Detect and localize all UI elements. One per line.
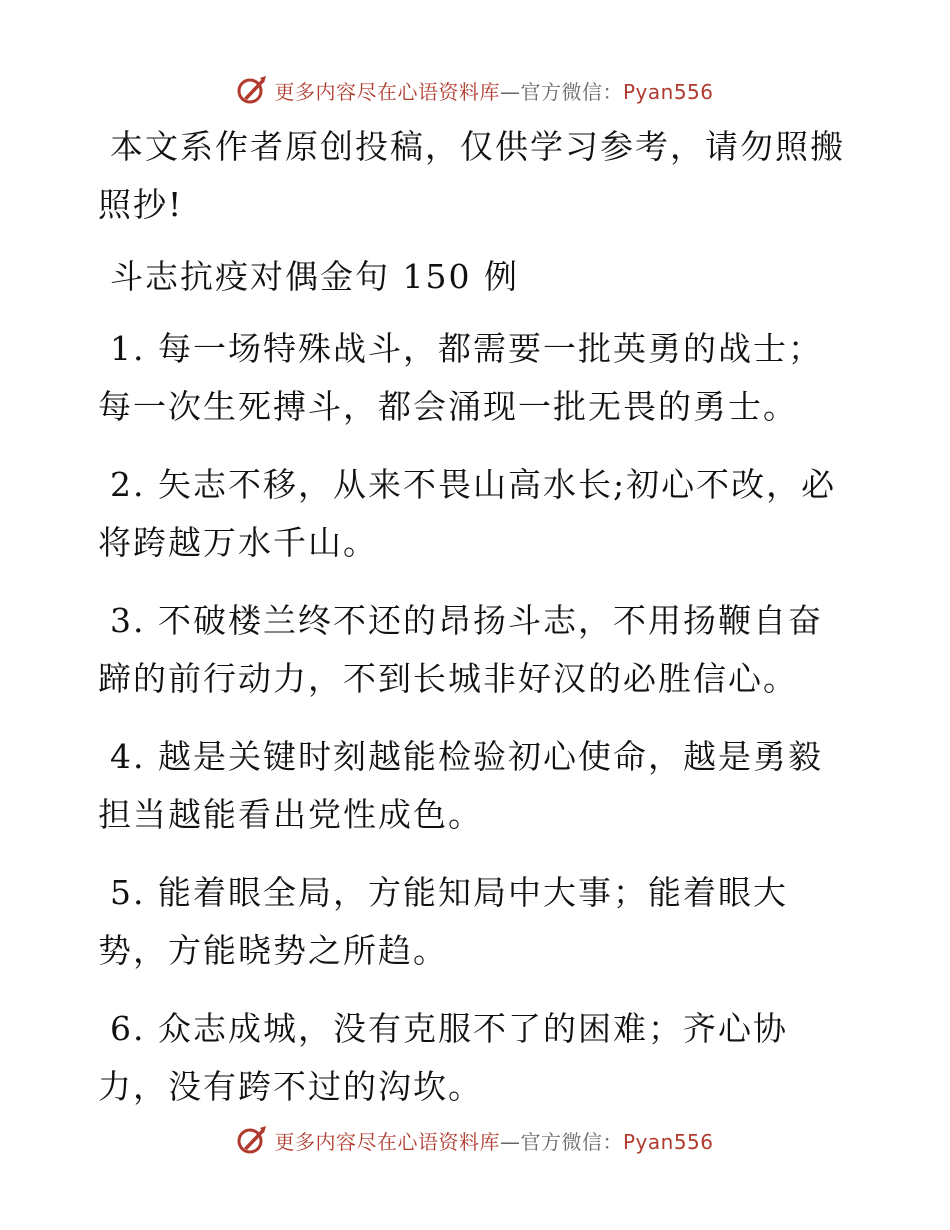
banner-wechat-label: 官方微信： <box>520 79 623 104</box>
banner-wechat-id: Pyan556 <box>622 1129 714 1154</box>
banner-dash: — <box>499 79 521 104</box>
header-banner <box>0 70 950 110</box>
quill-logo-icon <box>236 74 268 106</box>
quill-logo-icon <box>236 1124 268 1156</box>
banner-wechat-label: 官方微信： <box>520 1129 623 1154</box>
list-item: 6. 众志成城，没有克服不了的困难；齐心协力，没有跨不过的沟坎。 <box>98 1009 788 1106</box>
intro-paragraph: 本文系作者原创投稿，仅供学习参考，请勿照搬照抄! <box>98 127 845 224</box>
list-item: 1. 每一场特殊战斗，都需要一批英勇的战士；每一次生死搏斗，都会涌现一批无畏的勇士。 <box>98 329 823 426</box>
list-item: 5. 能着眼全局，方能知局中大事；能着眼大势，方能晓势之所趋。 <box>98 873 788 970</box>
banner-wechat-id: Pyan556 <box>622 79 714 104</box>
banner-text <box>274 76 713 105</box>
banner-brand-text: 更多内容尽在心语资料库 <box>274 79 500 104</box>
document-body <box>98 118 848 1136</box>
footer-banner <box>0 1120 950 1160</box>
banner-dash: — <box>499 1129 521 1154</box>
document-title: 斗志抗疫对偶金句 150 例 <box>110 257 519 296</box>
list-item: 4. 越是关键时刻越能检验初心使命，越是勇毅担当越能看出党性成色。 <box>98 737 823 834</box>
list-item: 2. 矢志不移，从来不畏山高水长;初心不改，必将跨越万水千山。 <box>98 465 837 562</box>
banner-text <box>274 1126 713 1155</box>
list-item: 3. 不破楼兰终不还的昂扬斗志，不用扬鞭自奋蹄的前行动力，不到长城非好汉的必胜信心。 <box>98 601 823 698</box>
banner-brand-text: 更多内容尽在心语资料库 <box>274 1129 500 1154</box>
